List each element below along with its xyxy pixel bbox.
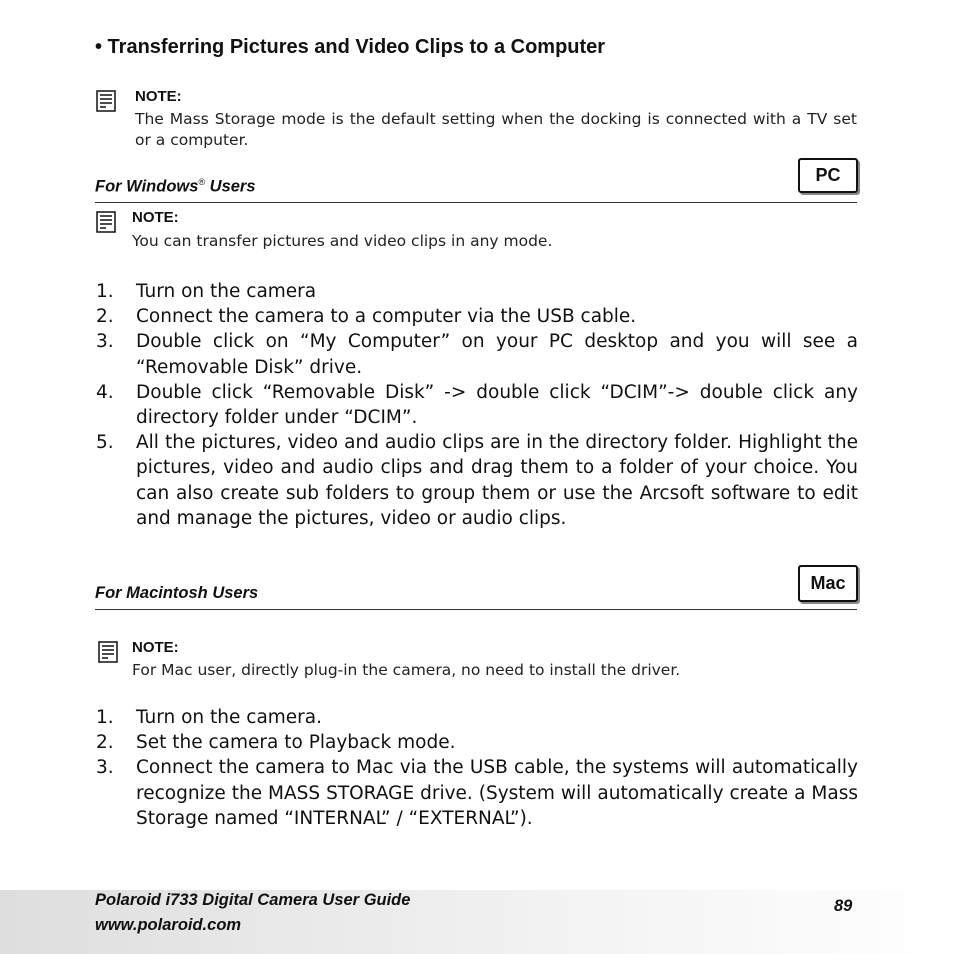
windows-heading-prefix: For Windows xyxy=(95,177,199,196)
list-item xyxy=(96,430,858,531)
note-text: For Mac user, directly plug-in the camera, no need to install the driver. xyxy=(132,661,681,679)
step-text: All the pictures, video and audio clips are in the directory folder. Highlight the pictures, video and audio clips and drag them to a folder of your choice. You can also create sub folders to group them or use the Arcsoft software to edit and manage the pictures, video or audio clips. xyxy=(136,432,858,529)
step-number: 2. xyxy=(96,306,114,328)
step-number: 3. xyxy=(96,331,114,353)
footer-website: www.polaroid.com xyxy=(95,916,242,934)
note-text: You can transfer pictures and video clips in any mode. xyxy=(132,232,553,250)
step-text: Double click “Removable Disk” -> double click “DCIM”-> double click any directory folder under “DCIM”. xyxy=(136,381,858,429)
note-icon xyxy=(96,90,116,112)
step-number: 1. xyxy=(96,281,114,302)
list-item xyxy=(96,730,858,755)
list-item xyxy=(96,329,858,379)
windows-section-heading xyxy=(95,177,256,197)
section-divider xyxy=(95,609,857,610)
step-number: 3. xyxy=(96,757,114,779)
note-label: NOTE: xyxy=(135,88,182,105)
registered-mark: ® xyxy=(198,177,206,187)
note-label: NOTE: xyxy=(132,639,179,656)
windows-heading-suffix: Users xyxy=(205,177,256,196)
list-item xyxy=(96,380,858,430)
section-divider xyxy=(95,202,857,203)
note-label: NOTE: xyxy=(132,209,179,226)
step-text: Turn on the camera. xyxy=(136,707,323,728)
footer-guide-title: Polaroid i733 Digital Camera User Guide xyxy=(95,891,411,909)
note-icon xyxy=(96,211,116,233)
list-item xyxy=(96,279,858,304)
windows-steps-list xyxy=(96,279,858,531)
step-number: 1. xyxy=(96,707,114,728)
step-text: Turn on the camera xyxy=(136,281,317,302)
list-item xyxy=(96,304,858,329)
list-item xyxy=(96,705,858,730)
step-text: Connect the camera to a computer via the USB cable. xyxy=(136,306,637,328)
mac-steps-list xyxy=(96,705,858,831)
mac-section-heading: For Macintosh Users xyxy=(95,584,259,602)
step-number: 4. xyxy=(96,381,114,403)
note-icon xyxy=(98,641,118,663)
page-number: 89 xyxy=(834,897,853,915)
step-text: Connect the camera to Mac via the USB cable, the systems will automatically recognize the MASS STORAGE drive. (System will automatically create a Mass Storage named “INTERNAL” / “EXTERNAL”). xyxy=(136,757,858,829)
pc-badge: PC xyxy=(798,158,858,193)
step-number: 5. xyxy=(96,432,114,454)
mac-badge: Mac xyxy=(798,565,858,602)
step-number: 2. xyxy=(96,732,114,754)
step-text: Double click on “My Computer” on your PC desktop and you will see a “Removable Disk” drive. xyxy=(136,331,858,378)
step-text: Set the camera to Playback mode. xyxy=(136,732,456,754)
page-title: • Transferring Pictures and Video Clips to a Computer xyxy=(95,36,606,58)
note-text: The Mass Storage mode is the default setting when the docking is connected with a TV set or a computer. xyxy=(135,110,857,149)
list-item xyxy=(96,755,858,831)
